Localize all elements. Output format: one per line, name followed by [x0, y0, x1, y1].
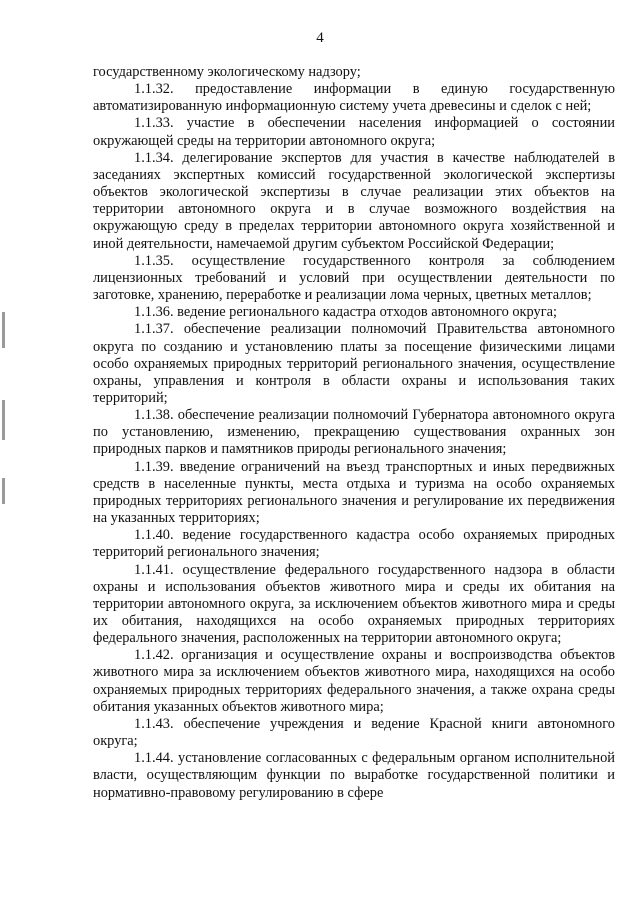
paragraph: 1.1.38. обеспечение реализации полномочий Губернатора автономного округа по установлению, изменению, прекращению существования охранных зон природных парков и памятников природы регионального значения; — [93, 407, 615, 458]
document-body — [93, 64, 615, 802]
paragraph: 1.1.35. осуществление государственного контроля за соблюдением лицензионных требований и условий при осуществлении деятельности по заготовке, хранению, переработке и реализации лома черных, цветных металлов; — [93, 252, 615, 304]
paragraph: 1.1.40. ведение государственного кадастра особо охраняемых природных территорий регионального значения; — [93, 527, 615, 561]
paragraph: 1.1.33. участие в обеспечении населения информацией о состоянии окружающей среды на территории автономного округа; — [93, 115, 615, 149]
margin-scan-mark — [2, 478, 5, 504]
paragraph: 1.1.39. введение ограничений на въезд транспортных и иных передвижных средств в населенные пункты, места отдыха и туризма на особо охраняемых природных территориях регионального значения и регулирование их передвижения на указанных территориях; — [93, 458, 615, 527]
paragraph: 1.1.44. установление согласованных с федеральным органом исполнительной власти, осуществляющим функции по выработке государственной политики и нормативно-правовому регулированию в сфере — [93, 750, 615, 801]
page-number: 4 — [316, 30, 324, 46]
margin-scan-mark — [2, 312, 5, 348]
paragraph: 1.1.34. делегирование экспертов для участия в качестве наблюдателей в заседаниях экспертных комиссий государственной экологической экспертизы объектов экологической экспертизы в случае реализации этих объектов на территории автономного округа и в случае возможного воздействия на окружающую среду в пределах территории автономного округа хозяйственной и иной деятельности, намечаемой другим субъектом Российской Федерации; — [93, 149, 615, 252]
paragraph: 1.1.36. ведение регионального кадастра отходов автономного округа; — [134, 304, 558, 321]
paragraph: 1.1.42. организация и осуществление охраны и воспроизводства объектов животного мира за исключением объектов животного мира, находящихся на особо охраняемых природных территориях федерального значения, а также охрана среды обитания указанных объектов животного мира; — [93, 647, 615, 715]
paragraph: 1.1.37. обеспечение реализации полномочий Правительства автономного округа по созданию и установлению платы за посещение физическими лицами особо охраняемых природных территорий регионального значения, осуществление охраны, управления и контроля в области охраны и использования таких территорий; — [93, 321, 615, 406]
paragraph: государственному экологическому надзору; — [93, 64, 361, 80]
paragraph: 1.1.32. предоставление информации в единую государственную автоматизированную информационную систему учета древесины и сделок с ней; — [93, 81, 615, 115]
paragraph: 1.1.43. обеспечение учреждения и ведение Красной книги автономного округа; — [93, 715, 615, 750]
paragraph: 1.1.41. осуществление федерального государственного надзора в области охраны и использования объектов животного мира и среды их обитания на территории автономного округа, за исключением объектов животного мира и среды их обитания, находящихся на особо охраняемых природных территориях федерального значения, расположенных на территории автономного округа; — [93, 561, 615, 647]
margin-scan-mark — [2, 400, 5, 440]
